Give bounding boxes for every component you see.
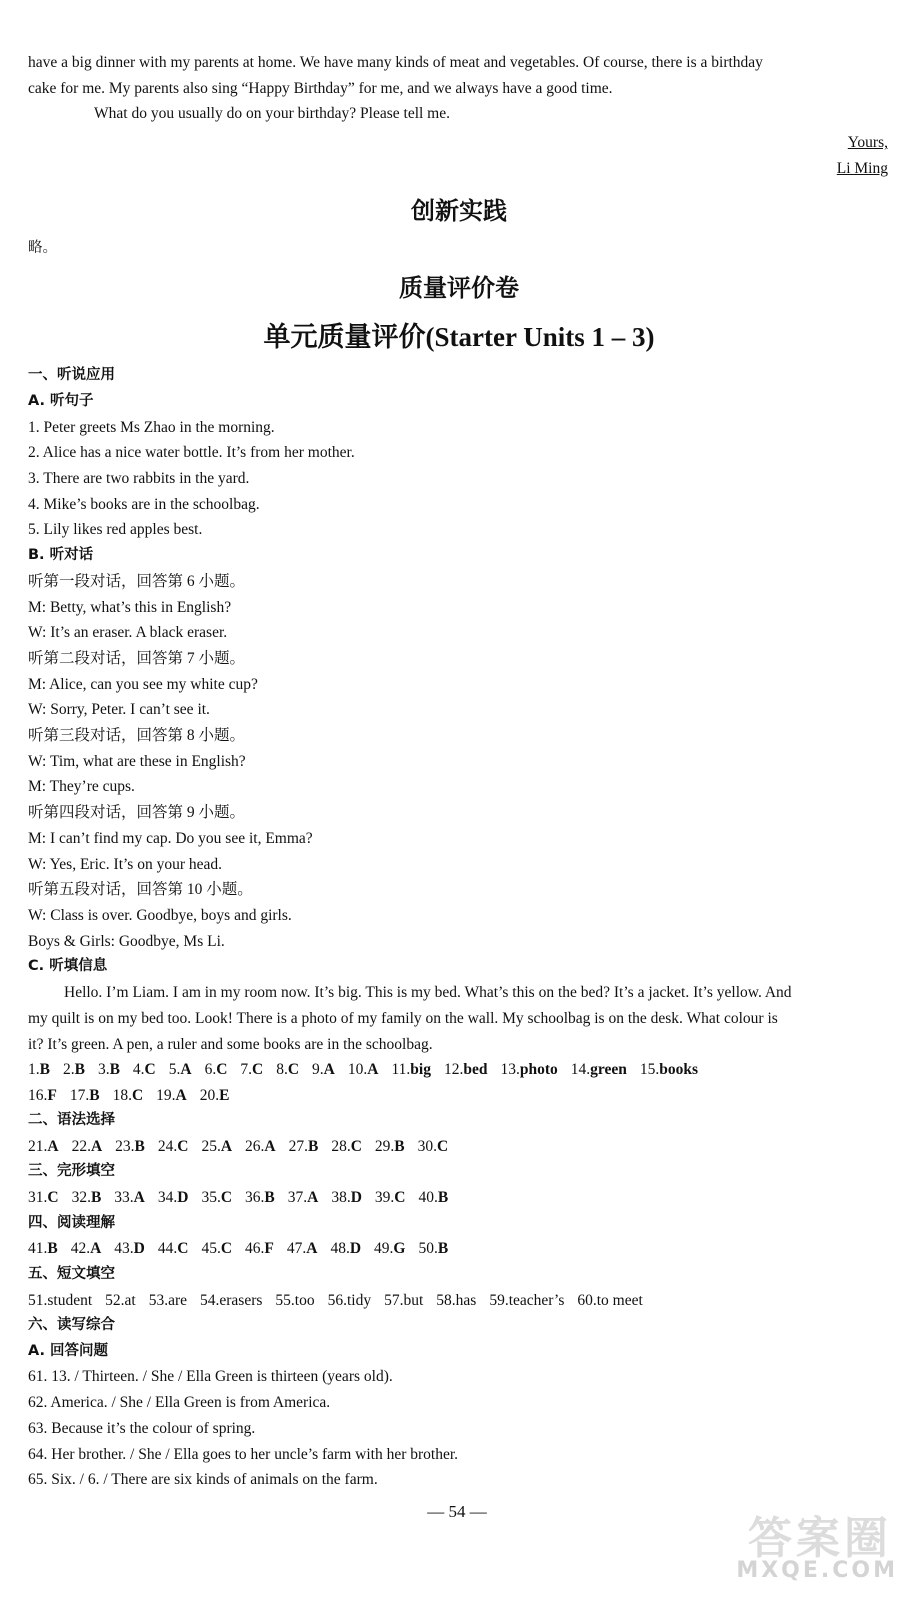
list-item: 听第五段对话，回答第 10 小题。 xyxy=(28,881,253,899)
answer-number: 5. xyxy=(168,1061,181,1079)
answer-value: D xyxy=(177,1189,189,1207)
list-item: 听第四段对话，回答第 9 小题。 xyxy=(28,804,246,822)
answer-item xyxy=(28,1288,92,1314)
passage-line: it? It’s green. A pen, a ruler and some books are in the schoolbag. xyxy=(28,1035,433,1053)
answer-value: B xyxy=(437,1189,449,1207)
answer-item xyxy=(158,1185,189,1211)
answer-value: C xyxy=(177,1240,189,1258)
answer-value: A xyxy=(47,1137,59,1155)
answer-value: E xyxy=(219,1086,230,1104)
answer-row xyxy=(28,1134,890,1160)
exam-title: 质量评价卷 xyxy=(399,274,519,303)
list-item: 4. Mike’s books are in the schoolbag. xyxy=(28,495,260,513)
list-item: 听第二段对话，回答第 7 小题。 xyxy=(28,649,246,667)
answer-item xyxy=(72,1134,103,1160)
answer-item xyxy=(200,1288,262,1314)
answer-value: student xyxy=(47,1291,93,1309)
watermark-logo xyxy=(700,1502,900,1592)
list-item: 5. Lily likes red apples best. xyxy=(28,521,203,539)
answer-item xyxy=(489,1288,564,1314)
answer-value: A xyxy=(264,1137,276,1155)
answer-row xyxy=(28,1185,890,1211)
answer-item xyxy=(418,1185,448,1211)
answer-value: C xyxy=(437,1137,449,1155)
answer-item xyxy=(500,1057,557,1083)
list-item: 62. America. / She / Ella Green is from America. xyxy=(28,1394,331,1412)
answer-item xyxy=(240,1057,263,1083)
list-item: 64. Her brother. / She / Ella goes to her uncle’s farm with her brother. xyxy=(28,1445,459,1463)
letter-line: have a big dinner with my parents at home. We have many kinds of meat and vegetables. Of course, there is a birthday xyxy=(28,54,763,71)
answer-value: B xyxy=(134,1137,145,1155)
answer-number: 34. xyxy=(157,1189,178,1207)
answer-item xyxy=(28,1185,59,1211)
answer-value: B xyxy=(109,1061,120,1079)
answer-item xyxy=(287,1236,318,1262)
section-heading: A. 听句子 xyxy=(28,392,94,409)
answer-value: photo xyxy=(519,1061,558,1079)
answer-item xyxy=(276,1057,299,1083)
answer-number: 7. xyxy=(240,1061,253,1079)
answer-value: C xyxy=(144,1061,156,1079)
answer-value: bed xyxy=(463,1061,488,1079)
list-item: W: Tim, what are these in English? xyxy=(28,752,246,770)
answer-value: A xyxy=(307,1189,319,1207)
answer-number: 51. xyxy=(28,1291,48,1309)
letter-signature: Li Ming xyxy=(836,159,888,177)
answer-value: C xyxy=(177,1137,189,1155)
answer-value: A xyxy=(175,1086,187,1104)
section-heading: 二、语法选择 xyxy=(28,1112,115,1129)
answer-value: C xyxy=(47,1189,59,1207)
answer-number: 35. xyxy=(201,1189,221,1207)
answer-number: 31. xyxy=(28,1189,48,1207)
answer-number: 49. xyxy=(374,1240,394,1258)
section-heading: 三、完形填空 xyxy=(28,1163,115,1180)
watermark-url: MXQE.COM xyxy=(736,1558,898,1583)
answer-number: 27. xyxy=(288,1137,308,1155)
answer-number: 6. xyxy=(204,1061,217,1079)
answer-value: B xyxy=(89,1086,100,1104)
list-item: Boys & Girls: Goodbye, Ms Li. xyxy=(28,932,225,950)
answer-value: books xyxy=(659,1061,698,1079)
answer-number: 47. xyxy=(286,1240,307,1258)
answer-number: 41. xyxy=(28,1240,48,1258)
answer-number: 60. xyxy=(577,1291,597,1309)
answer-value: F xyxy=(47,1086,57,1104)
answer-number: 20. xyxy=(199,1086,220,1104)
answer-number: 2. xyxy=(62,1061,75,1079)
answer-item xyxy=(245,1236,274,1262)
answer-number: 32. xyxy=(71,1189,91,1207)
answer-item xyxy=(418,1134,449,1160)
answer-value: C xyxy=(287,1061,300,1079)
answer-value: to meet xyxy=(596,1291,643,1309)
list-item: W: Sorry, Peter. I can’t see it. xyxy=(28,701,210,719)
answer-number: 38. xyxy=(331,1189,351,1207)
answer-number: 53. xyxy=(148,1291,169,1309)
answer-number: 48. xyxy=(330,1240,350,1258)
practice-title: 创新实践 xyxy=(411,196,507,225)
answer-number: 36. xyxy=(245,1189,265,1207)
answer-number: 33. xyxy=(114,1189,134,1207)
passage xyxy=(28,980,890,1057)
answer-item xyxy=(201,1134,232,1160)
sentence-list xyxy=(28,415,890,544)
answer-number: 29. xyxy=(374,1137,395,1155)
list-item: W: Yes, Eric. It’s on your head. xyxy=(28,855,223,873)
answer-value: B xyxy=(90,1189,102,1207)
answer-value: A xyxy=(306,1240,318,1258)
answer-row xyxy=(28,1057,890,1083)
answer-item xyxy=(418,1236,448,1262)
answer-number: 52. xyxy=(105,1291,125,1309)
exam-subtitle: 单元质量评价(Starter Units 1 – 3) xyxy=(263,322,655,353)
letter-line: cake for me. My parents also sing “Happy Birthday” for me, and we always have a good time. xyxy=(28,79,613,97)
answer-value: erasers xyxy=(219,1291,263,1309)
letter-line: What do you usually do on your birthday? Please tell me. xyxy=(94,105,450,123)
answer-item xyxy=(149,1288,187,1314)
answer-item xyxy=(115,1134,145,1160)
answer-value: F xyxy=(264,1240,274,1258)
answer-item xyxy=(113,1083,144,1109)
answer-row xyxy=(28,1083,890,1109)
answer-value: D xyxy=(133,1240,145,1258)
answer-value: C xyxy=(216,1061,228,1079)
answer-number: 50. xyxy=(418,1240,438,1258)
answer-value: A xyxy=(90,1240,102,1258)
section-heading: 四、阅读理解 xyxy=(28,1214,115,1231)
answer-value: but xyxy=(403,1291,424,1309)
answer-item xyxy=(245,1134,276,1160)
answer-item xyxy=(71,1236,102,1262)
list-item: M: I can’t find my cap. Do you see it, Emma? xyxy=(28,829,313,847)
answer-value: C xyxy=(252,1061,264,1079)
answer-number: 25. xyxy=(201,1137,221,1155)
answer-value: green xyxy=(590,1061,627,1079)
answer-item xyxy=(331,1185,362,1211)
answer-item xyxy=(98,1057,120,1083)
answer-number: 1. xyxy=(28,1061,40,1079)
answer-number: 12. xyxy=(443,1061,464,1079)
answer-item xyxy=(205,1057,228,1083)
answer-value: B xyxy=(39,1061,50,1079)
answer-value: tidy xyxy=(346,1291,372,1309)
answer-value: B xyxy=(437,1240,449,1258)
answer-number: 9. xyxy=(312,1061,324,1079)
page-number: — 54 — xyxy=(427,1502,487,1521)
answer-value: at xyxy=(124,1291,136,1309)
answer-item xyxy=(288,1185,319,1211)
answer-number: 22. xyxy=(71,1137,91,1155)
answer-item xyxy=(114,1185,145,1211)
answer-item xyxy=(375,1134,405,1160)
answer-item xyxy=(275,1288,314,1314)
answer-item xyxy=(444,1057,488,1083)
answer-number: 40. xyxy=(418,1189,438,1207)
list-item: 3. There are two rabbits in the yard. xyxy=(28,470,250,488)
answer-item xyxy=(200,1083,230,1109)
answer-value: C xyxy=(220,1189,233,1207)
answer-value: B xyxy=(47,1240,58,1258)
answer-value: big xyxy=(410,1061,431,1079)
list-item: W: Class is over. Goodbye, boys and girls. xyxy=(28,906,292,924)
answer-number: 23. xyxy=(115,1137,135,1155)
section-heading: 六、读写综合 xyxy=(28,1317,115,1334)
answer-number: 17. xyxy=(69,1086,90,1104)
list-item: W: It’s an eraser. A black eraser. xyxy=(28,624,228,642)
answer-item xyxy=(577,1288,642,1314)
answer-number: 59. xyxy=(489,1291,509,1309)
answer-number: 19. xyxy=(156,1086,176,1104)
section-heading: 五、短文填空 xyxy=(28,1265,115,1282)
list-item: M: They’re cups. xyxy=(28,778,135,796)
answer-number: 54. xyxy=(200,1291,220,1309)
answer-number: 56. xyxy=(327,1291,347,1309)
document-page xyxy=(28,50,890,1493)
answer-number: 10. xyxy=(347,1061,368,1079)
passage-line: Hello. I’m Liam. I am in my room now. It’s big. This is my bed. What’s this on the bed? It’s a jacket. It’s yellow. And xyxy=(64,984,792,1002)
list-item: 听第一段对话，回答第 6 小题。 xyxy=(28,572,246,590)
answer-number: 46. xyxy=(245,1240,265,1258)
answer-value: A xyxy=(367,1061,379,1079)
answer-item xyxy=(70,1083,100,1109)
answer-value: teacher’s xyxy=(508,1291,565,1309)
answer-value: are xyxy=(168,1291,188,1309)
answer-number: 28. xyxy=(331,1137,351,1155)
answer-number: 16. xyxy=(28,1086,48,1104)
answer-value: has xyxy=(455,1291,477,1309)
list-item: 63. Because it’s the colour of spring. xyxy=(28,1419,256,1437)
answer-item xyxy=(158,1236,189,1262)
answer-item xyxy=(28,1083,57,1109)
answer-item xyxy=(28,1134,59,1160)
list-item: 听第三段对话，回答第 8 小题。 xyxy=(28,727,246,745)
answer-item xyxy=(201,1185,232,1211)
answer-value: B xyxy=(394,1137,405,1155)
answer-item xyxy=(201,1236,232,1262)
answer-item xyxy=(571,1057,627,1083)
answer-number: 57. xyxy=(384,1291,404,1309)
answer-value: too xyxy=(294,1291,315,1309)
letter xyxy=(28,50,890,182)
answer-item xyxy=(105,1288,136,1314)
answer-item xyxy=(331,1134,362,1160)
list-item: 1. Peter greets Ms Zhao in the morning. xyxy=(28,418,275,436)
list-item: 61. 13. / Thirteen. / She / Ella Green is thirteen (years old). xyxy=(28,1368,393,1386)
watermark-text: 答案圈 xyxy=(748,1513,892,1564)
answer-item xyxy=(391,1057,431,1083)
answer-value: G xyxy=(393,1240,406,1258)
answer-value: B xyxy=(307,1137,319,1155)
letter-closing: Yours, xyxy=(847,134,888,152)
answer-number: 44. xyxy=(157,1240,178,1258)
answer-number: 13. xyxy=(500,1061,520,1079)
dialogue-list xyxy=(28,569,890,955)
answer-number: 4. xyxy=(132,1061,145,1079)
answer-value: B xyxy=(74,1061,85,1079)
practice-body: 略。 xyxy=(28,239,57,256)
answer-number: 21. xyxy=(28,1137,48,1155)
answer-value: C xyxy=(394,1189,406,1207)
answer-item xyxy=(63,1057,85,1083)
answer-item xyxy=(330,1236,361,1262)
answer-number: 30. xyxy=(417,1137,437,1155)
answer-number: 42. xyxy=(70,1240,91,1258)
answer-value: A xyxy=(133,1189,145,1207)
answer-row xyxy=(28,1288,890,1314)
answer-value: D xyxy=(350,1189,362,1207)
answer-item xyxy=(436,1288,476,1314)
list-item: M: Alice, can you see my white cup? xyxy=(28,675,258,693)
answer-item xyxy=(156,1083,187,1109)
section-heading: B. 听对话 xyxy=(28,547,94,564)
answer-item xyxy=(289,1134,319,1160)
answer-item xyxy=(72,1185,102,1211)
answer-value: A xyxy=(180,1061,192,1079)
section-heading: A. 回答问题 xyxy=(28,1342,109,1359)
section-heading: 一、听说应用 xyxy=(28,367,115,384)
answer-number: 24. xyxy=(157,1137,178,1155)
answer-value: A xyxy=(220,1137,233,1155)
answer-number: 3. xyxy=(97,1061,110,1079)
list-item: M: Betty, what’s this in English? xyxy=(28,598,232,616)
answer-item xyxy=(158,1134,189,1160)
answer-item xyxy=(312,1057,335,1083)
answer-number: 43. xyxy=(114,1240,134,1258)
answer-item xyxy=(114,1236,145,1262)
answer-number: 11. xyxy=(391,1061,411,1079)
qa-list xyxy=(28,1364,890,1493)
answer-item xyxy=(28,1057,50,1083)
answer-value: C xyxy=(350,1137,362,1155)
answer-number: 14. xyxy=(570,1061,591,1079)
answer-item xyxy=(328,1288,372,1314)
answer-value: A xyxy=(323,1061,335,1079)
answer-number: 58. xyxy=(436,1291,456,1309)
answer-value: B xyxy=(264,1189,275,1207)
answer-row xyxy=(28,1236,890,1262)
answer-item xyxy=(640,1057,698,1083)
list-item: 2. Alice has a nice water bottle. It’s from her mother. xyxy=(28,444,355,462)
answer-item xyxy=(245,1185,275,1211)
answer-item xyxy=(169,1057,192,1083)
answer-item xyxy=(374,1236,405,1262)
answer-number: 39. xyxy=(374,1189,395,1207)
answer-value: D xyxy=(349,1240,362,1258)
answer-number: 55. xyxy=(275,1291,295,1309)
answer-number: 8. xyxy=(276,1061,288,1079)
answer-value: C xyxy=(220,1240,233,1258)
answer-value: C xyxy=(131,1086,144,1104)
list-item: 65. Six. / 6. / There are six kinds of animals on the farm. xyxy=(28,1471,378,1489)
answer-number: 26. xyxy=(245,1137,265,1155)
answer-item xyxy=(133,1057,156,1083)
answer-number: 45. xyxy=(201,1240,221,1258)
answer-value: A xyxy=(90,1137,103,1155)
passage-line: my quilt is on my bed too. Look! There is a photo of my family on the wall. My schoolbag is on the desk. What colour is xyxy=(28,1009,778,1027)
answer-number: 37. xyxy=(287,1189,308,1207)
answer-number: 15. xyxy=(639,1061,660,1079)
section-heading: C. 听填信息 xyxy=(28,958,108,975)
answer-item xyxy=(375,1185,406,1211)
answer-number: 18. xyxy=(112,1086,132,1104)
answer-item xyxy=(28,1236,58,1262)
answer-item xyxy=(384,1288,423,1314)
answer-item xyxy=(348,1057,379,1083)
